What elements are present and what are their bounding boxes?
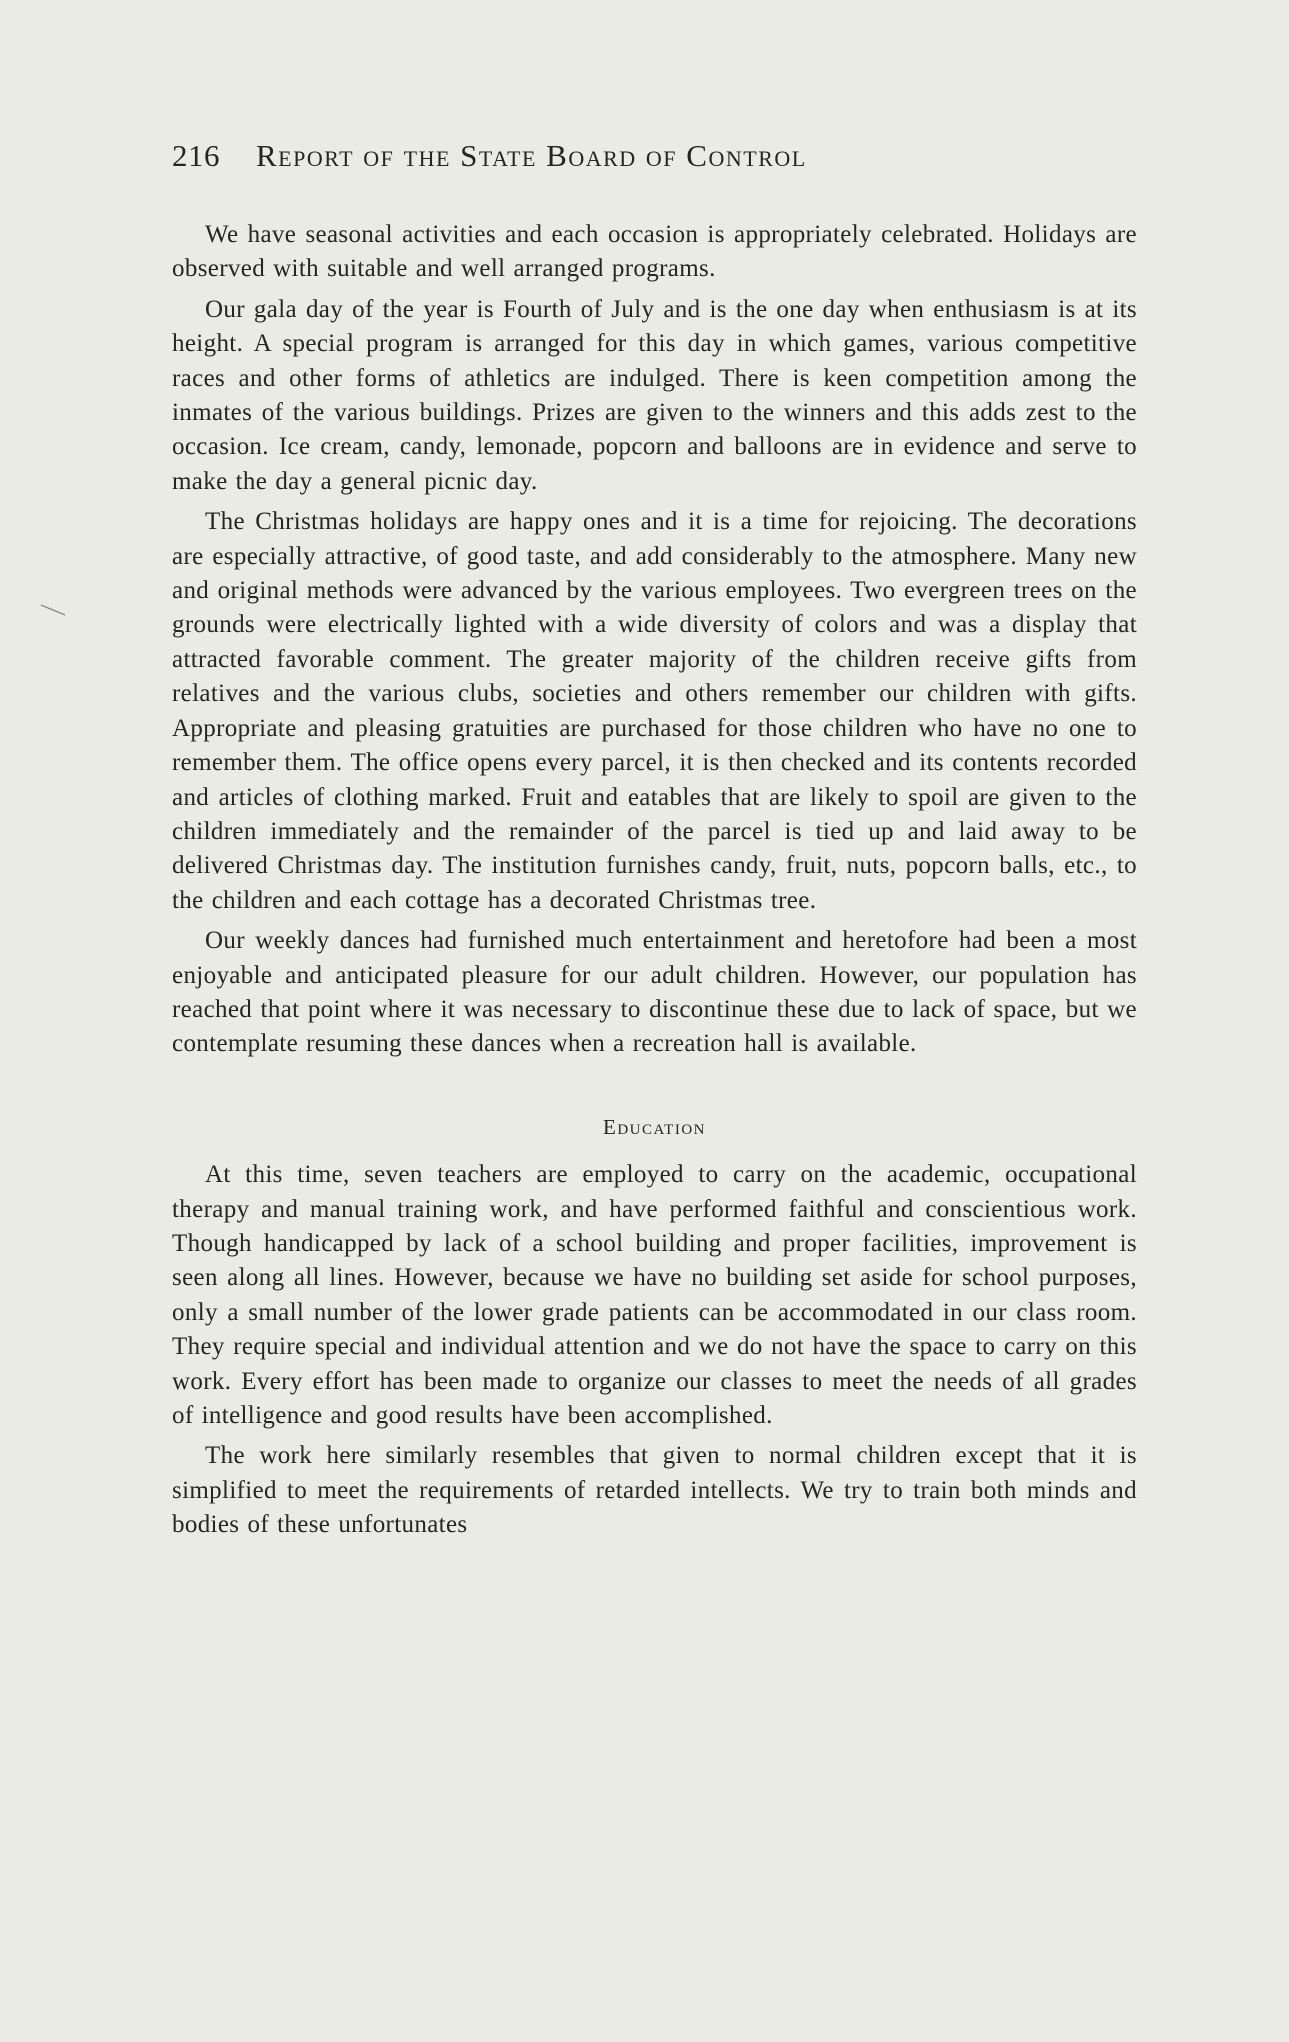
page-number: 216 (172, 138, 220, 173)
section-heading: Education (603, 1114, 706, 1139)
margin-mark (40, 604, 66, 616)
paragraph: Our weekly dances had furnished much entertainment and heretofore had been a most enjoyable and anticipated pleasure for our adult children. However, our population has reached that point where it was necessary to discontinue these due to lack of space, but we contemplate resuming these dances when a recreation hall is available. (172, 927, 1137, 1058)
paragraph: The work here similarly resembles that given to normal children except that it is simplified to meet the requirements of retarded intellects. We try to train both minds and bodies of these unfortunates (172, 1442, 1137, 1539)
paragraph: Our gala day of the year is Fourth of July and is the one day when enthusiasm is at its height. A special program is arranged for this day in which games, various competitive races and other forms of athletics are indulged. There is keen competition among the inmates of the various buildings. Prizes are given to the winners and this adds zest to the occasion. Ice cream, candy, lemonade, popcorn and balloons are in evidence and serve to make the day a general picnic day. (172, 295, 1137, 495)
paragraph: We have seasonal activities and each occasion is appropriately celebrated. Holidays are observed with suitable and well arranged programs. (172, 221, 1137, 283)
body-text (172, 218, 1137, 1543)
page-header (172, 138, 1132, 178)
paragraph: The Christmas holidays are happy ones and it is a time for rejoicing. The decorations are especially attractive, of good taste, and add considerably to the atmosphere. Many new and original methods were advanced by the various employees. Two evergreen trees on the grounds were electrically lighted with a wide diversity of colors and was a display that attracted favorable comment. The greater majority of the children receive gifts from relatives and the various clubs, societies and others remember our children with gifts. Appropriate and pleasing gratuities are purchased for those children who have no one to remember them. The office opens every parcel, it is then checked and its contents recorded and articles of clothing marked. Fruit and eatables that are likely to spoil are given to the children immediately and the remainder of the parcel is tied up and laid away to be delivered Christmas day. The institution furnishes candy, fruit, nuts, popcorn balls, etc., to the children and each cottage has a decorated Christmas tree. (172, 508, 1137, 914)
paragraph: At this time, seven teachers are employed to carry on the academic, occupational therapy and manual training work, and have performed faithful and conscientious work. Though handicapped by lack of a school building and proper facilities, improvement is seen along all lines. However, because we have no building set aside for school purposes, only a small number of the lower grade patients can be accommodated in our class room. They require special and individual attention and we do not have the space to carry on this work. Every effort has been made to organize our classes to meet the needs of all grades of intelligence and good results have been accomplished. (172, 1161, 1137, 1429)
running-title: Report of the State Board of Control (256, 138, 807, 173)
